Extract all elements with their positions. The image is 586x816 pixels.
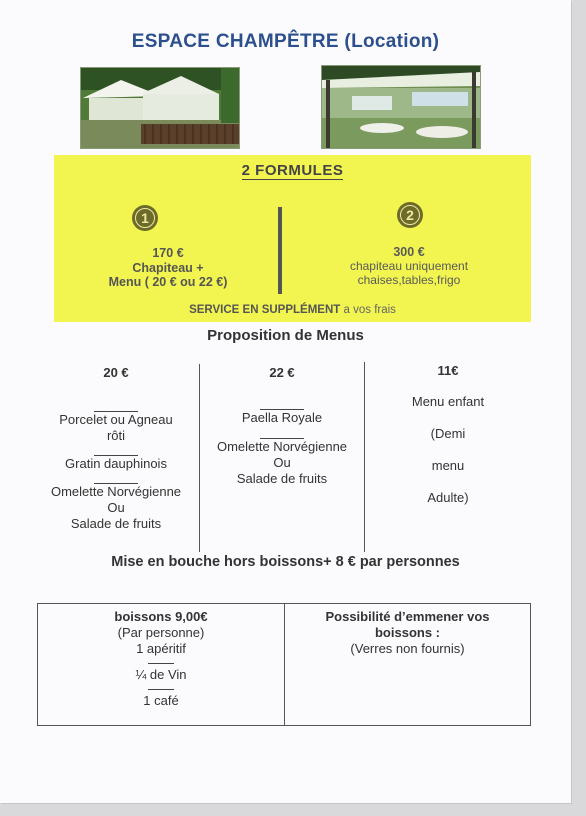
menu-item: (Demi bbox=[430, 426, 466, 441]
glasses-note: (Verres non fournis) bbox=[350, 641, 465, 656]
option-2-badge: 2 bbox=[397, 202, 423, 228]
formules-divider bbox=[278, 207, 282, 294]
menu-20-column bbox=[36, 365, 196, 532]
menu-or: Ou bbox=[107, 500, 125, 515]
boissons-item: ¼ de Vin bbox=[135, 667, 187, 682]
formules-panel bbox=[54, 155, 531, 322]
menu-item: Salade de fruits bbox=[70, 516, 162, 531]
menu-item: Omelette Norvégienne bbox=[216, 439, 348, 454]
menu-item: Paella Royale bbox=[241, 410, 323, 425]
formules-title: 2 FORMULES bbox=[241, 162, 344, 179]
boissons-sub: (Par personne) bbox=[117, 625, 205, 640]
mise-en-bouche-note: Mise en bouche hors boissons+ 8 € par personnes bbox=[111, 554, 460, 570]
menu-22-price: 22 € bbox=[269, 365, 295, 380]
menu-item: Salade de fruits bbox=[236, 471, 328, 486]
menu-20-price: 20 € bbox=[103, 365, 129, 380]
menu-item: Adulte) bbox=[427, 490, 469, 505]
boissons-left-cell bbox=[38, 609, 284, 709]
boissons-title: boissons 9,00€ bbox=[114, 609, 208, 624]
option-1-line1: Chapiteau + bbox=[132, 260, 204, 275]
option-1-price: 170 € bbox=[152, 246, 184, 260]
page-title: ESPACE CHAMPÊTRE (Location) bbox=[131, 31, 440, 52]
option-2-price: 300 € bbox=[393, 245, 425, 259]
option-2-line1: chapiteau uniquement bbox=[349, 259, 469, 273]
option-1-line2: Menu ( 20 € ou 22 €) bbox=[108, 275, 228, 289]
menu-11-column bbox=[368, 363, 528, 506]
boissons-item: 1 apéritif bbox=[136, 641, 186, 656]
menus-title: Proposition de Menus bbox=[207, 327, 364, 344]
tent-garden-photo bbox=[80, 67, 240, 149]
menu-divider bbox=[364, 362, 365, 552]
option-1-details bbox=[70, 246, 266, 290]
option-1-badge: 1 bbox=[132, 205, 158, 231]
option-2-details bbox=[309, 245, 509, 287]
menu-item: Omelette Norvégienne bbox=[50, 484, 182, 499]
menu-11-price: 11€ bbox=[437, 363, 459, 378]
bring-drinks-title: Possibilité d’emmener vos bbox=[325, 609, 490, 624]
menu-22-column bbox=[200, 365, 364, 487]
boissons-right-cell bbox=[285, 609, 530, 657]
option-2-line2: chaises,tables,frigo bbox=[357, 273, 461, 287]
tent-interior-photo bbox=[321, 65, 481, 149]
menu-item: Porcelet ou Agneau bbox=[59, 412, 173, 427]
menu-item: menu bbox=[431, 458, 465, 473]
boissons-item: 1 café bbox=[143, 693, 179, 708]
menu-item: Gratin dauphinois bbox=[65, 456, 167, 471]
menu-item: Menu enfant bbox=[411, 394, 485, 409]
boissons-table bbox=[37, 603, 531, 726]
menu-or: Ou bbox=[273, 455, 291, 470]
bring-drinks-title-2: boissons : bbox=[374, 625, 440, 640]
menu-item: rôti bbox=[106, 428, 126, 443]
service-note: SERVICE EN SUPPLÉMENT a vos frais bbox=[189, 304, 396, 316]
